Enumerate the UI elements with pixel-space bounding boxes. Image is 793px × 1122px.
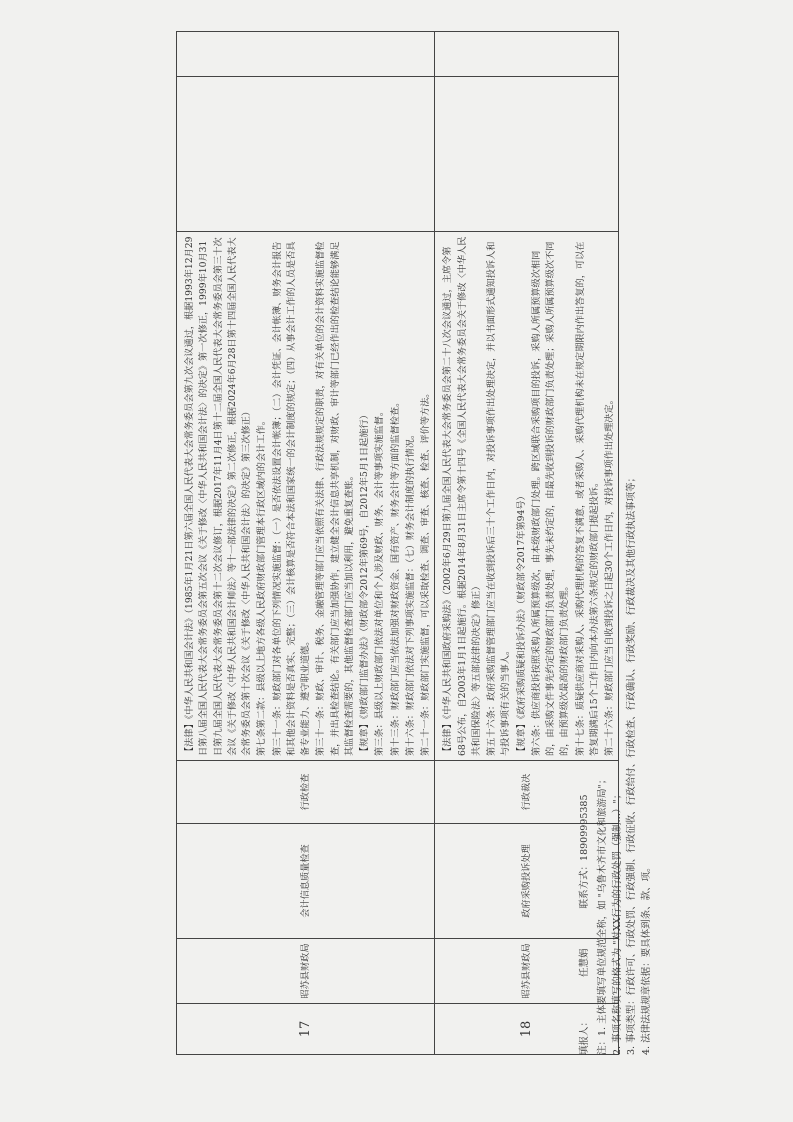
implementing-unit: 昭苏县财政局	[177, 939, 435, 1004]
contact-info: 联系方式：18909995385	[579, 794, 590, 909]
table-row	[177, 32, 435, 1055]
item-name: 会计信息质量检查	[177, 824, 435, 939]
basis-paragraph: 【法律】《中华人民共和国政府采购法》（2002年6月29日第九届全国人民代表大会常务委员会第二十八次会议通过，主席令第68号公布，自2003年1月1日起施行。根据2014年8月31日主席令第十四号《全国人民代表大会常务委员会关于修改〈中华人民共和国保险法〉等五部法律的决定》修正）	[442, 236, 482, 756]
note-line: 注：1. 主体要填写单位规范全称，如 "乌鲁木齐市文化和旅游局"；	[597, 774, 608, 1055]
basis-paragraph: 第二十一条：财政部门实施监督，可以采取检查、调查、审查、核查、检查、评价等方法。	[420, 388, 431, 756]
basis-paragraph: 第三十一条：财政部门对各单位的下列情况实施监督：（一）是否依法设置会计帐簿；（二）会计凭证、会计帐簿、财务会计报告和其他会计资料是否真实、完整；（三）会计核算是否符合本法和国家统一的会计制度的规定；（四）从事会计工作的人员是否具备专业能力、遵守职业道德。	[271, 241, 311, 756]
filler-name: 任慧娟	[579, 948, 590, 977]
basis-paragraph: 第三条：县级以上财政部门依法对单位和个人涉及财政、财务、会计等事项实施监督。	[374, 406, 386, 756]
legal-basis	[177, 232, 435, 761]
implementing-unit: 昭苏县财政局	[435, 939, 619, 1004]
rotated-content	[176, 95, 653, 1055]
notes	[596, 95, 655, 1055]
basis-paragraph: 第十六条：财政部门依法对下列事项实施监督：（七）财务会计制度的执行情况。	[404, 429, 416, 756]
basis-paragraph: 【法律】《中华人民共和国会计法》（1985年1月21日第六届全国人民代表大会常务委员会第九次会议通过，根据1993年12月29日第八届全国人民代表大会常务委员会第五次会议《关于修改〈中华人民共和国会计法〉的决定》第一次修正，1999年10月31日第九届全国人民代表大会常务委员会第十二次会议修订，根据2017年11月4日第十二届全国人民代表大会常务委员会第三十次会议《关于修改〈中华人民共和国会计师法〉等十一部法律的决定》第二次修正，根据2024年6月28日第十四届全国人民代表大会常务委员会第十次会议《关于修改〈中华人民共和国会计法〉的决定》第三次修正）	[184, 236, 252, 756]
basis-paragraph: 第三十一条：财政、审计、税务、金融管理等部门应当依照有关法律、行政法规规定的职责，对有关单位的会计资料实施监督检查，并出具检查结论。有关部门应当加强协作，建立健全会计信息共享机制，对财政、审计等部门已经作出的检查结论能够满足其监督检查需要的，其他监督检查部门应当加以利用，避免重复查账。	[315, 241, 355, 756]
basis-paragraph: 【规章】《政府采购质疑和投诉办法》（财政部令2017年第94号）	[515, 491, 527, 756]
item-type: 行政检查	[177, 761, 435, 824]
table-footer	[576, 95, 655, 1055]
note-line: 4. 法律法规规章依据：要具体到条、款、项。	[641, 862, 653, 1055]
item-type: 行政裁决	[435, 761, 619, 824]
empty-cell	[435, 32, 619, 77]
note-line: 3. 事项类型：行政许可、行政处罚、行政强制、行政征收、行政给付、行政检查、行政确认、行政奖励、行政裁决及其他行政执法事项等；	[626, 472, 638, 1055]
basis-paragraph: 第六条：供应商投诉按照采购人所属预算级次，由本级财政部门处理。跨区域联合采购项目的投诉，采购人所属预算级次相同的，由采购文件事先约定的财政部门负责处理，事先未约定的，由最先收到投诉的财政部门负责处理；采购人所属预算级次不同的，由预算级次最高的财政部门负责处理。	[530, 241, 571, 756]
basis-paragraph: 第五十六条：政府采购监督管理部门应当在收到投诉后三十个工作日内，对投诉事项作出处理决定，并以书面形式通知投诉人和与投诉事项有关的当事人。	[486, 241, 512, 756]
enforcement-table	[176, 31, 619, 1055]
filler-label: 填报人：	[579, 1016, 590, 1055]
basis-paragraph: 第二十六条：财政部门应当自收到投诉之日起30个工作日内，对投诉事项作出处理决定。	[604, 395, 615, 756]
note-line: 2. 事项名称填写的格式为 "对XX行为的行政处罚（强制…）"；	[611, 789, 623, 1055]
empty-cell	[177, 77, 435, 232]
filler-info	[576, 95, 590, 1055]
empty-cell	[177, 32, 435, 77]
basis-paragraph: 第十七条：质疑供应商对采购人、采购代理机构的答复不满意，或者采购人、采购代理机构未在规定期限内作出答复的，可以在答复期满后15个工作日内向本办法第六条规定的财政部门提起投诉。	[574, 241, 600, 756]
row-number: 18	[435, 1004, 619, 1055]
basis-paragraph: 第七条第二款：县级以上地方各级人民政府财政部门管理本行政区域内的会计工作。	[256, 416, 268, 756]
row-number: 17	[177, 1004, 435, 1055]
basis-paragraph: 第十三条：财政部门应当依法加强对财政资金、国有资产、财务会计等方面的监督检查。	[389, 397, 401, 756]
basis-paragraph: 【规章】《财政部门监督办法》（财政部令2012年第69号，自2012年5月1日起施行）	[359, 410, 370, 756]
item-name: 政府采购投诉处理	[435, 824, 619, 939]
